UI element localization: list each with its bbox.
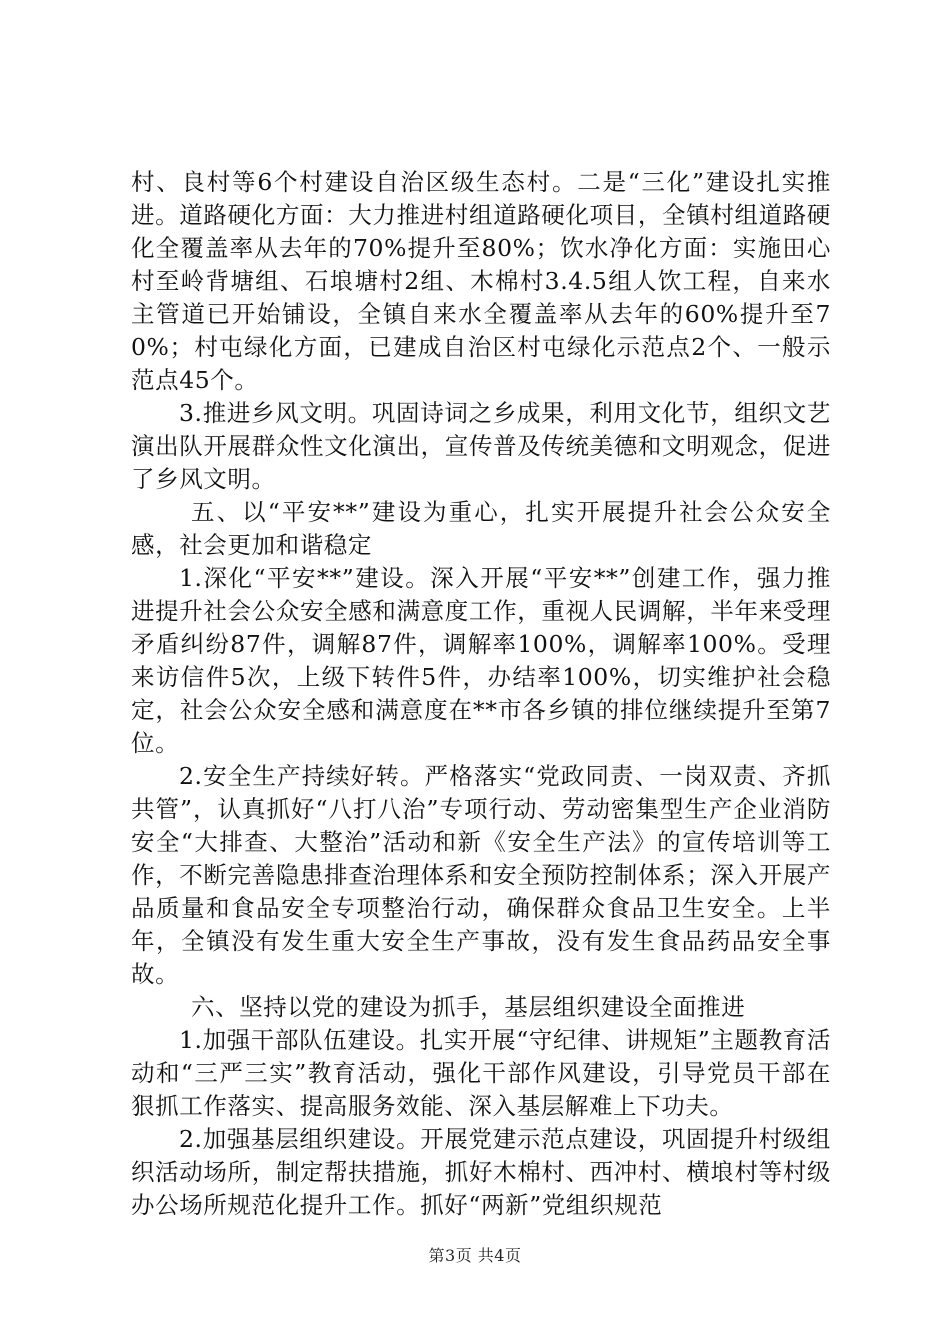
paragraph-cadre-team: 1.加强干部队伍建设。扎实开展“守纪律、讲规矩”主题教育活动和“三严三实”教育活动，强化干部作风建设，引导党员干部在狠抓工作落实、提高服务效能、深入基层解难上下功夫。 bbox=[131, 1026, 831, 1120]
section-heading-six: 六、坚持以党的建设为抓手，基层组织建设全面推进 bbox=[191, 993, 746, 1021]
paragraph-grassroots-organization: 2.加强基层组织建设。开展党建示范点建设，巩固提升村级组织活动场所，制定帮扶措施，抓好木棉村、西冲村、横埌村等村级办公场所规范化提升工作。抓好“两新”党组织规范 bbox=[131, 1125, 831, 1219]
paragraph-ecological-villages: 村、良村等6个村建设自治区级生态村。二是“三化”建设扎实推进。道路硬化方面：大力推进村组道路硬化项目，全镇村组道路硬化全覆盖率从去年的70%提升至80%；饮水净化方面：实施田心村至岭背塘组、石埌塘村2组、木棉村3.4.5组人饮工程，自来水主管道已开始铺设，全镇自来水全覆盖率从去年的60%提升至70%；村屯绿化方面，已建成自治区村屯绿化示范点2个、一般示范点45个。 bbox=[131, 168, 831, 394]
document-body bbox=[131, 166, 831, 1222]
page-number-footer: 第3页 共4页 bbox=[428, 1246, 522, 1265]
paragraph-production-safety: 2.安全生产持续好转。严格落实“党政同责、一岗双责、齐抓共管”，认真抓好“八打八治”专项行动、劳动密集型生产企业消防安全“大排查、大整治”活动和新《安全生产法》的宣传培训等工作，不断完善隐患排查治理体系和安全预防控制体系；深入开展产品质量和食品安全专项整治行动，确保群众食品卫生安全。上半年，全镇没有发生重大安全生产事故，没有发生食品药品安全事故。 bbox=[131, 762, 831, 988]
section-heading-five: 五、以“平安**”建设为重心，扎实开展提升社会公众安全感，社会更加和谐稳定 bbox=[131, 498, 831, 559]
paragraph-rural-civility: 3.推进乡风文明。巩固诗词之乡成果，利用文化节，组织文艺演出队开展群众性文化演出，宣传普及传统美德和文明观念，促进了乡风文明。 bbox=[131, 399, 831, 493]
paragraph-safe-town: 1.深化“平安**”建设。深入开展“平安**”创建工作，强力推进提升社会公众安全感和满意度工作，重视人民调解，半年来受理矛盾纠纷87件，调解87件，调解率100%，调解率100%。受理来访信件5次，上级下转件5件，办结率100%，切实维护社会稳定，社会公众安全感和满意度在**市各乡镇的排位继续提升至第7位。 bbox=[131, 564, 831, 757]
